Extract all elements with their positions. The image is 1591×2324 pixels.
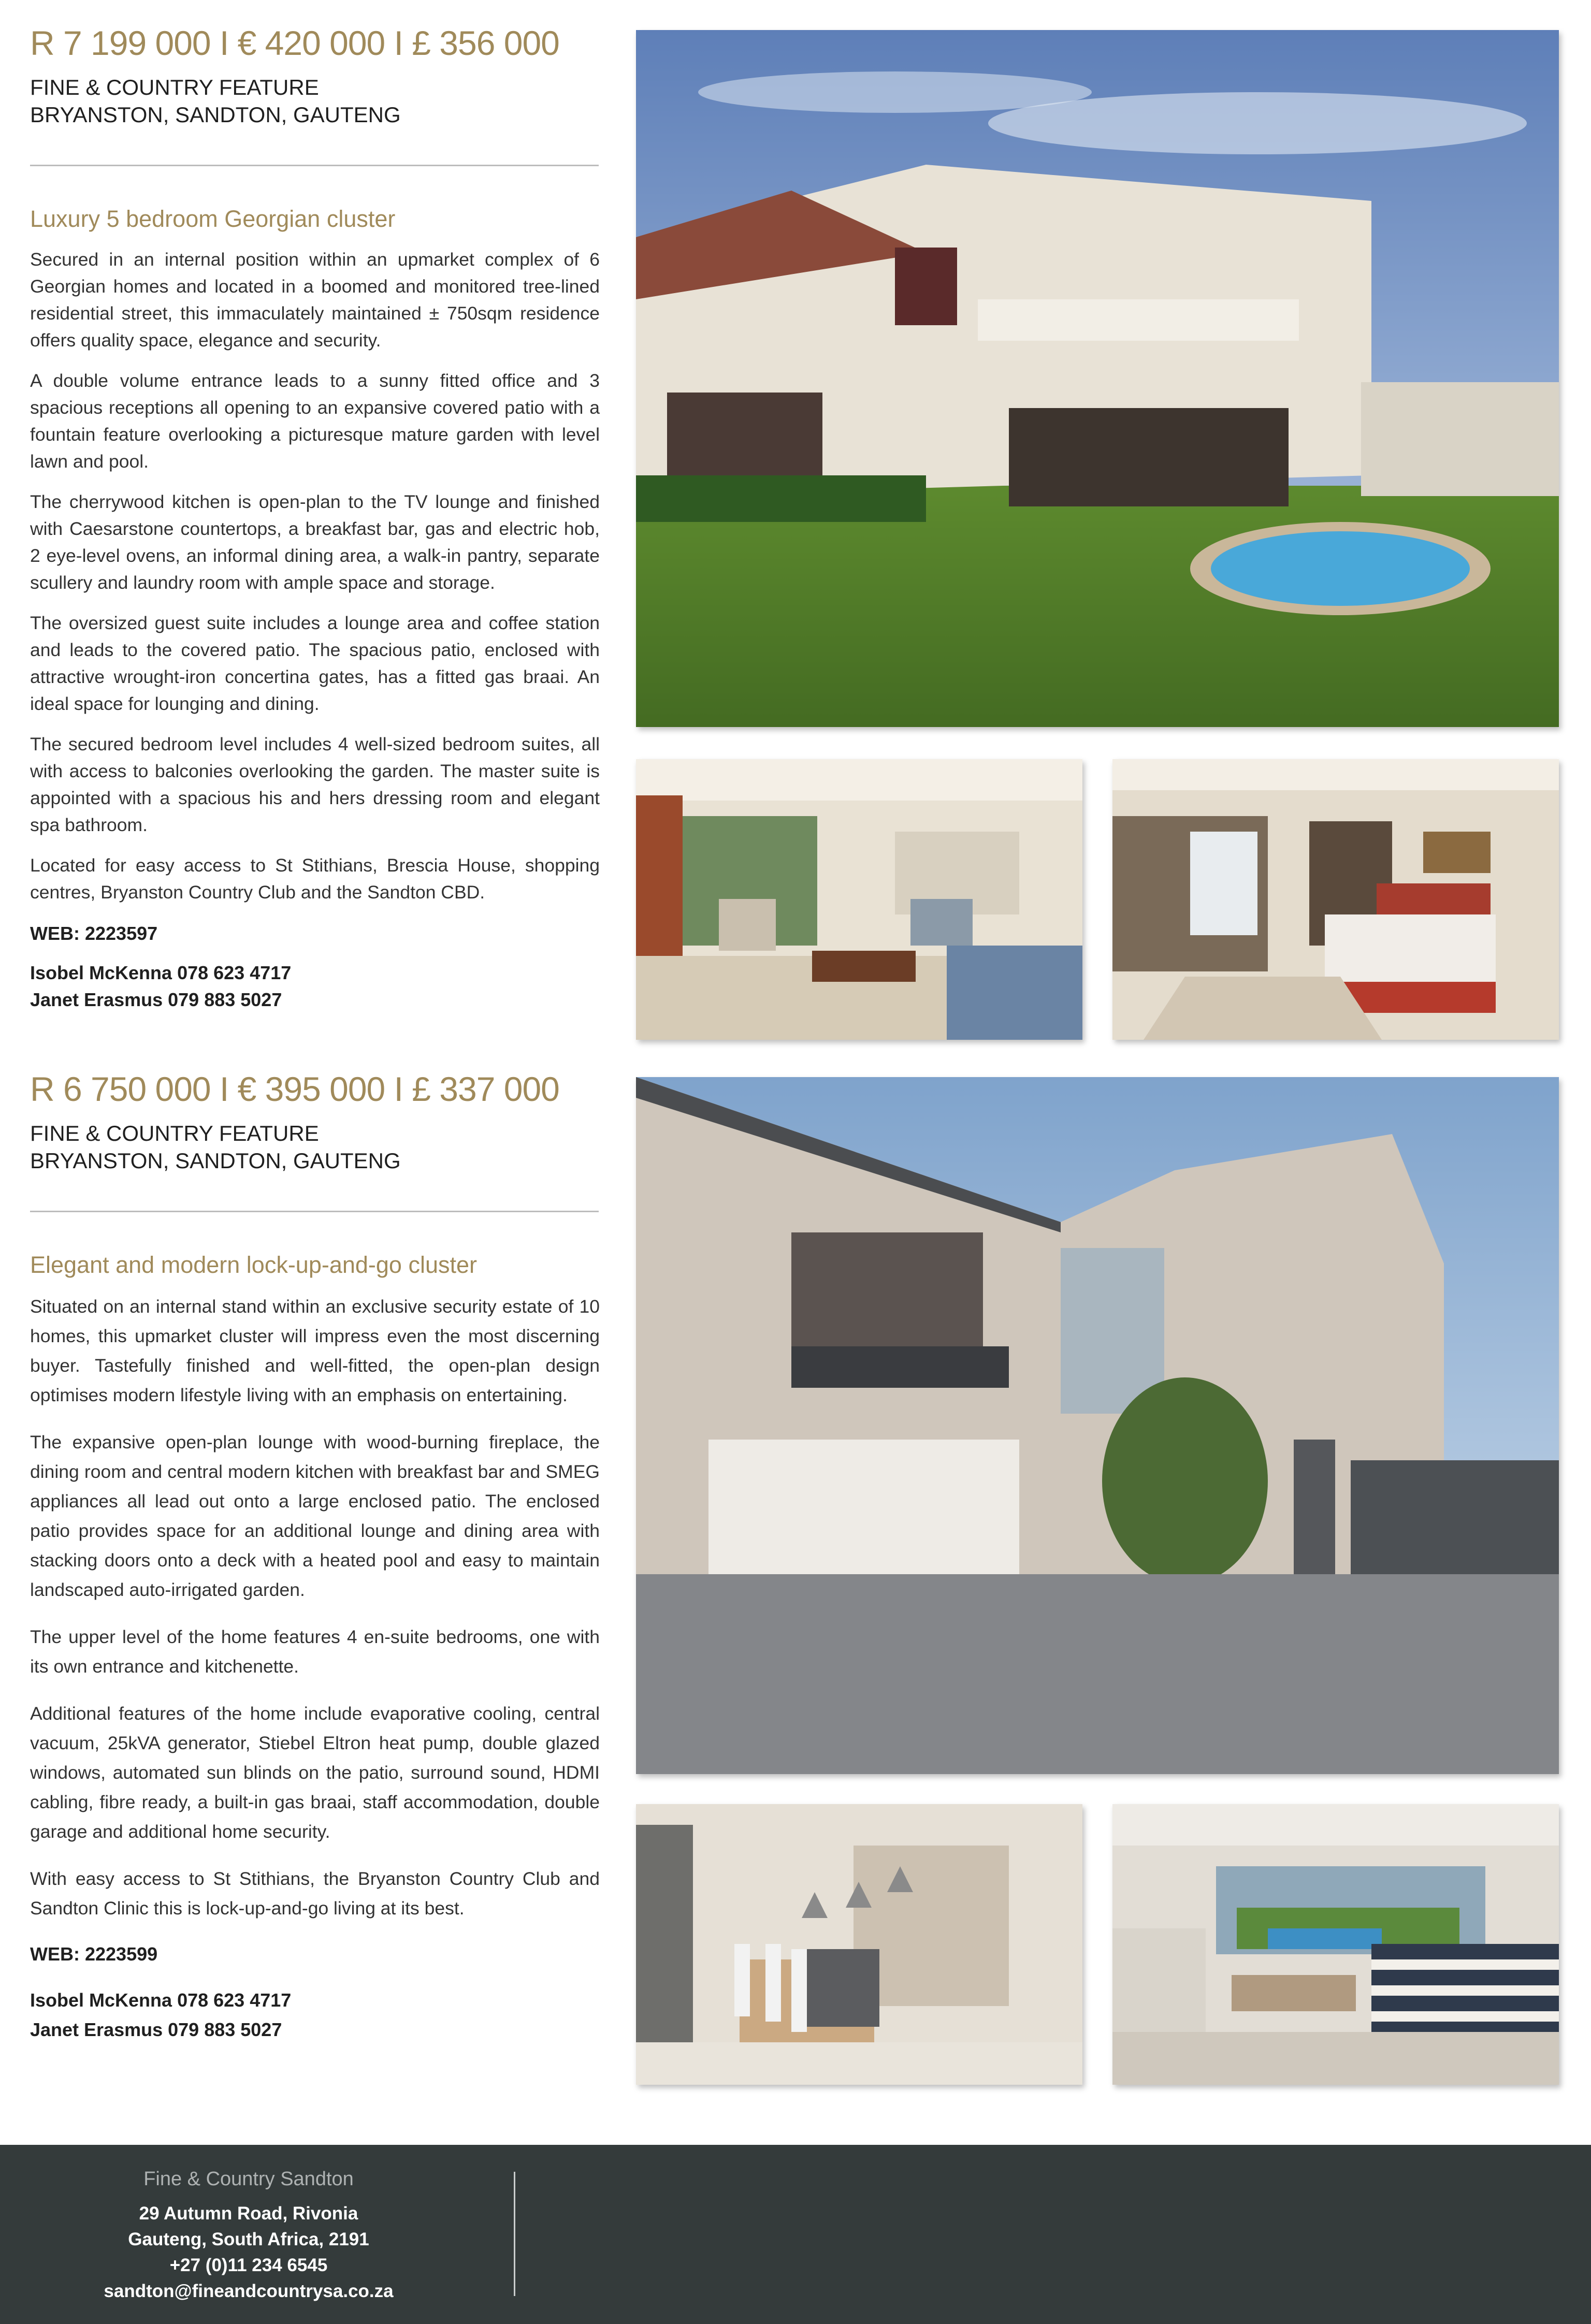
kitchen-photo (636, 1804, 1082, 2085)
description-paragraph: Located for easy access to St Stithians, Brescia House, shopping centres, Bryanston Country Club and the Sandton CBD. (30, 855, 600, 903)
description-paragraph: The oversized guest suite includes a lounge area and coffee station and leads to the covered patio. The spacious patio, enclosed with attractive wrought-iron concertina gates, has a fitted gas braai. An ideal space for lounging and dining. (30, 613, 600, 714)
exterior-photo-image (636, 1077, 1559, 1774)
description-paragraph: Secured in an internal position within an upmarket complex of 6 Georgian homes and located in a boomed and monitored tree-lined residential street, this immaculately maintained ± 750sqm residence offers quality space, elegance and security. (30, 249, 600, 351)
listing-price: R 7 199 000 I € 420 000 I £ 356 000 (30, 24, 559, 62)
exterior-photo-image (636, 30, 1559, 727)
description-paragraph: Situated on an internal stand within an exclusive security estate of 10 homes, this upmarket cluster will impress even the most discerning buyer. Tastefully finished and well-fitted, the open-plan design optimises modern lifestyle living with an emphasis on entertaining. (30, 1296, 600, 1405)
divider-rule (30, 1211, 599, 1212)
patio-photo (1112, 1804, 1559, 2085)
agent-contacts (30, 960, 600, 1013)
agent-contact: Isobel McKenna 078 623 4717 (30, 962, 292, 983)
lounge-photo-image (636, 759, 1082, 1040)
feature-tag (30, 74, 600, 128)
divider-rule (30, 165, 599, 166)
office-address-line: 29 Autumn Road, Rivonia (139, 2203, 358, 2224)
listing-subtitle: Elegant and modern lock-up-and-go cluster (30, 1252, 477, 1278)
listing-price: R 6 750 000 I € 395 000 I £ 337 000 (30, 1070, 559, 1108)
description-paragraph: The cherrywood kitchen is open-plan to the TV lounge and finished with Caesarstone countertops, a breakfast bar, gas and electric hob, 2 eye-level ovens, an informal dining area, a walk-in pantry, separate scullery and laundry room with ample space and storage. (30, 491, 600, 593)
feature-label: FINE & COUNTRY FEATURE (30, 1121, 319, 1145)
description-paragraph: With easy access to St Stithians, the Bryanston Country Club and Sandton Clinic this is lock-up-and-go living at its best. (30, 1868, 600, 1919)
description-paragraph: A double volume entrance leads to a sunny fitted office and 3 spacious receptions all opening to an expansive covered patio with a fountain feature overlooking a picturesque mature garden with level lawn and pool. (30, 370, 600, 472)
exterior-photo (636, 1077, 1559, 1774)
web-reference: WEB: 2223599 (30, 1943, 158, 1965)
footer-divider (514, 2172, 515, 2296)
patio-photo-image (1112, 1804, 1559, 2085)
kitchen-photo-image (636, 1804, 1082, 2085)
feature-tag (30, 1120, 600, 1174)
description-paragraph: Additional features of the home include evaporative cooling, central vacuum, 25kVA generator, Stiebel Eltron heat pump, double glazed windows, automated sun blinds on the patio, surround sound, HDMI cabling, fibre ready, a built-in gas braai, staff accommodation, double garage and additional home security. (30, 1703, 600, 1842)
listing-subtitle: Luxury 5 bedroom Georgian cluster (30, 206, 396, 232)
feature-label: FINE & COUNTRY FEATURE (30, 75, 319, 99)
office-name: Fine & Country Sandton (143, 2168, 354, 2190)
agent-contact: Isobel McKenna 078 623 4717 (30, 1989, 292, 2011)
description-paragraph: The upper level of the home features 4 en-suite bedrooms, one with its own entrance and kitchenette. (30, 1626, 600, 1677)
office-phone: +27 (0)11 234 6545 (169, 2255, 328, 2275)
description-paragraph: The secured bedroom level includes 4 well-sized bedroom suites, all with access to balconies overlooking the garden. The master suite is appointed with a spacious his and hers dressing room and elegant spa bathroom. (30, 734, 600, 835)
location-label: BRYANSTON, SANDTON, GAUTENG (30, 103, 401, 127)
office-contact-block (73, 2166, 425, 2304)
agent-contact: Janet Erasmus 079 883 5027 (30, 2019, 282, 2040)
office-address-line: Gauteng, South Africa, 2191 (128, 2229, 369, 2249)
description-paragraph: The expansive open-plan lounge with wood-burning fireplace, the dining room and central modern kitchen with breakfast bar and SMEG appliances all lead out onto a large enclosed patio. The enclosed patio provides space for an additional lounge and dining area with stacking doors onto a deck with a heated pool and easy to maintain landscaped auto-irrigated garden. (30, 1432, 600, 1600)
listing-2-text (30, 1066, 600, 2044)
lounge-photo (636, 759, 1082, 1040)
bedroom-photo-image (1112, 759, 1559, 1040)
agent-contacts (30, 1985, 600, 2044)
exterior-photo (636, 30, 1559, 727)
agent-contact: Janet Erasmus 079 883 5027 (30, 989, 282, 1010)
footer (0, 2145, 1591, 2324)
location-label: BRYANSTON, SANDTON, GAUTENG (30, 1149, 401, 1173)
listing-1-text (30, 20, 600, 1013)
office-email-link[interactable]: sandton@fineandcountrysa.co.za (104, 2281, 394, 2301)
bedroom-photo (1112, 759, 1559, 1040)
web-reference: WEB: 2223597 (30, 923, 158, 944)
